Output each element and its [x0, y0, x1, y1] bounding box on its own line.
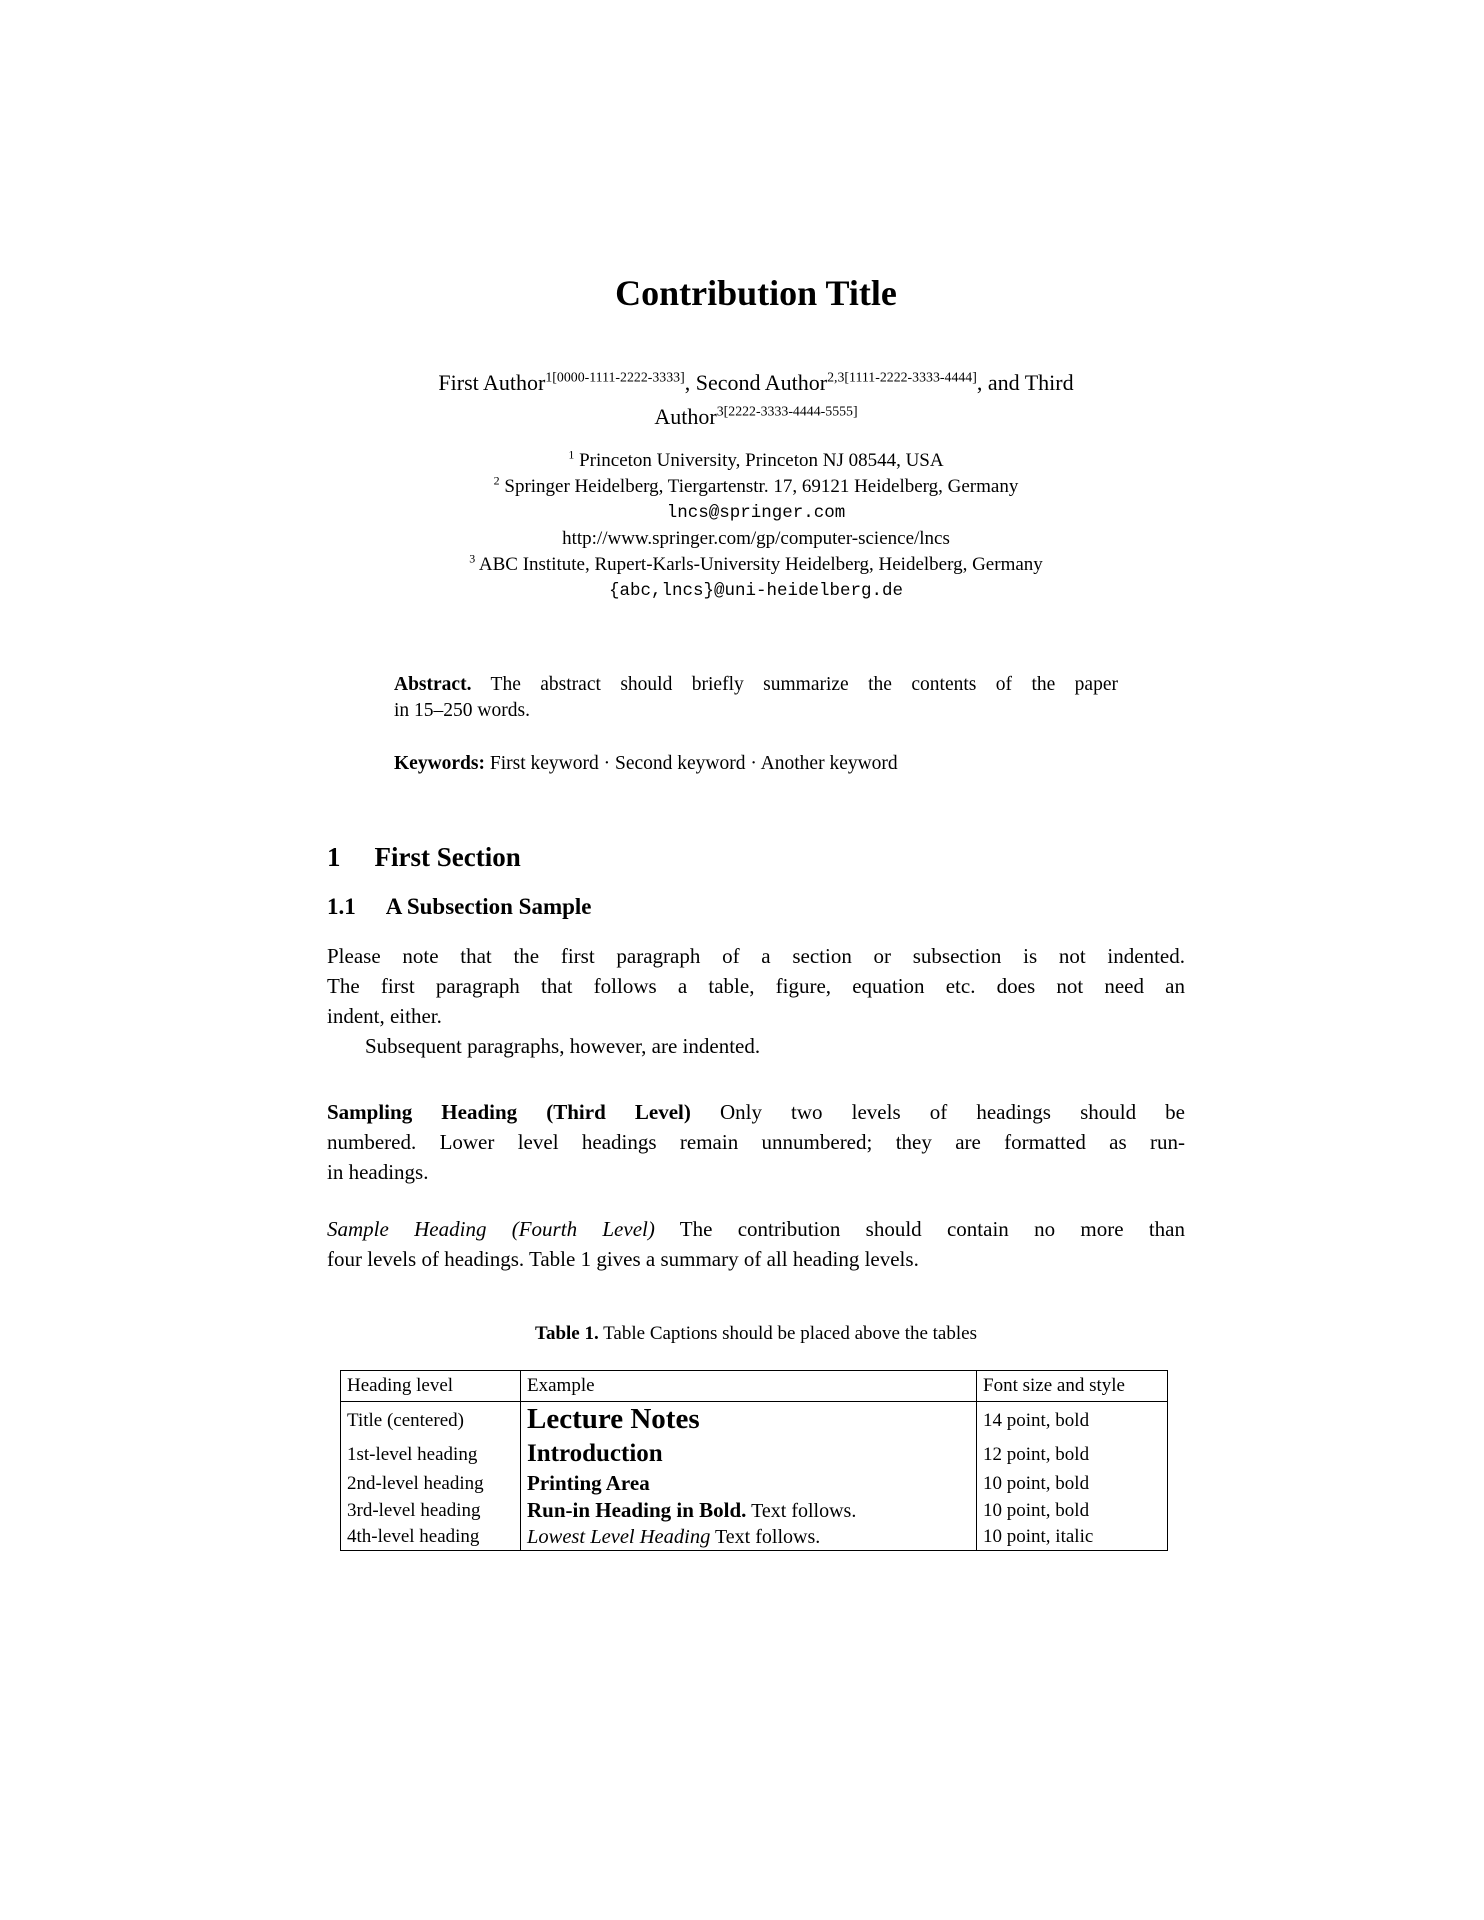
- subsection-1-1-title: A Subsection Sample: [385, 894, 592, 919]
- runin-italic-line-2: four levels of headings. Table 1 gives a summary of all heading levels.: [327, 1247, 919, 1271]
- paragraph-1-line-2: The first paragraph that follows a table, figure, equation etc. does not need an: [327, 974, 1185, 998]
- runin-bold-text: Only two levels of headings should be: [719, 1100, 1186, 1124]
- runin-bold-line-2: numbered. Lower level headings remain unnumbered; they are formatted as run-: [327, 1130, 1185, 1154]
- cell-size: 12 point, bold: [983, 1444, 1090, 1465]
- author-line-1: [327, 366, 1185, 400]
- cell-example: [521, 1524, 977, 1550]
- keywords-block: [327, 751, 1185, 777]
- table-row: [341, 1497, 1167, 1524]
- affiliation-block: [327, 448, 1185, 604]
- author-line-2: [327, 400, 1185, 434]
- runin-bold-paragraph: [327, 1097, 1185, 1187]
- affiliation-2-number: 2: [493, 473, 500, 488]
- abstract-block: [327, 672, 1185, 724]
- cell-level: Title (centered): [341, 1402, 521, 1439]
- column-header-example: Example: [521, 1371, 977, 1402]
- cell-level: 4th-level heading: [341, 1524, 521, 1550]
- keywords-label: Keywords:: [394, 753, 485, 774]
- author-separator-1: ,: [684, 370, 691, 395]
- example-3rd-level-rest: Text follows.: [751, 1500, 857, 1522]
- table-1-caption-label: Table 1.: [535, 1323, 599, 1344]
- affiliation-2: [327, 474, 1185, 500]
- section-1-number: 1: [327, 842, 341, 872]
- heidelberg-email: {abc,lncs}@uni-heidelberg.de: [608, 581, 904, 601]
- abstract-text: The abstract should briefly summarize the contents of the paper: [490, 674, 1118, 695]
- author-2-name: Second Author: [695, 370, 828, 395]
- subsection-1-1-heading: [327, 893, 1185, 921]
- runin-italic-text: The contribution should contain no more than: [679, 1217, 1185, 1241]
- springer-email: lncs@springer.com: [666, 503, 846, 523]
- cell-size: 14 point, bold: [983, 1409, 1090, 1431]
- paragraph-2-indented-line: Subsequent paragraphs, however, are indented.: [365, 1034, 761, 1058]
- affiliation-2-text: Springer Heidelberg, Tiergartenstr. 17, 69121 Heidelberg, Germany: [504, 476, 1019, 497]
- runin-italic-line-1: [327, 1214, 1185, 1244]
- section-1-heading: [327, 840, 1185, 874]
- table-header-row: [341, 1371, 1167, 1402]
- abstract-label: Abstract.: [394, 674, 472, 695]
- affiliation-3: [327, 552, 1185, 578]
- affiliation-1: [327, 448, 1185, 474]
- table-row: [341, 1439, 1167, 1470]
- table-1-caption: [327, 1321, 1185, 1347]
- abstract-line-2: in 15–250 words.: [394, 700, 530, 721]
- cell-example: [521, 1402, 977, 1439]
- fourth-level-heading: Sample Heading (Fourth Level): [327, 1217, 655, 1241]
- example-3rd-level-text: Run-in Heading in Bold.: [527, 1498, 747, 1522]
- lncs-url: http://www.springer.com/gp/computer-science/lncs: [562, 528, 950, 549]
- paragraph-1: [327, 941, 1185, 1061]
- example-title-text: Lecture Notes: [527, 1403, 700, 1435]
- paper-title: Contribution Title: [615, 273, 897, 313]
- abstract-line-1: [394, 672, 1118, 698]
- column-header-font-size: Font size and style: [977, 1371, 1167, 1402]
- example-4th-level-text: Lowest Level Heading: [527, 1526, 711, 1548]
- table-1: [340, 1370, 1168, 1551]
- cell-size: 10 point, bold: [983, 1499, 1090, 1521]
- section-1-title: First Section: [374, 842, 521, 872]
- affiliation-3-text: ABC Institute, Rupert-Karls-University Heidelberg, Heidelberg, Germany: [478, 554, 1043, 575]
- subsection-1-1-number: 1.1: [327, 894, 356, 919]
- affiliation-1-text: Princeton University, Princeton NJ 08544, USA: [579, 450, 944, 471]
- author-3-orcid-superscript: 3[2222-3333-4444-5555]: [716, 403, 858, 419]
- example-1st-level-text: Introduction: [527, 1440, 663, 1467]
- table-row: [341, 1524, 1167, 1550]
- column-header-heading-level: Heading level: [341, 1371, 521, 1402]
- keywords-text: First keyword · Second keyword · Another keyword: [489, 753, 898, 774]
- author-2-orcid-superscript: 2,3[1111-2222-3333-4444]: [827, 369, 977, 385]
- cell-example: [521, 1439, 977, 1470]
- table-row: [341, 1470, 1167, 1497]
- author-1-name: First Author: [438, 370, 546, 395]
- author-block: [327, 366, 1185, 434]
- example-2nd-level-text: Printing Area: [527, 1471, 650, 1495]
- cell-level: 1st-level heading: [341, 1439, 521, 1470]
- runin-italic-paragraph: [327, 1214, 1185, 1274]
- author-1-orcid-superscript: 1[0000-1111-2222-3333]: [545, 369, 685, 385]
- example-4th-level-rest: Text follows.: [714, 1526, 821, 1548]
- text-column: [327, 0, 1185, 1551]
- cell-level: 3rd-level heading: [341, 1497, 521, 1524]
- third-level-heading: Sampling Heading (Third Level): [327, 1100, 691, 1124]
- table-row: [341, 1402, 1167, 1439]
- author-3-name: Author: [654, 404, 717, 429]
- affiliation-3-number: 3: [469, 551, 476, 566]
- table-1-caption-text: Table Captions should be placed above the tables: [603, 1323, 977, 1344]
- author-separator-2: , and Third: [976, 370, 1074, 395]
- cell-size: 10 point, bold: [983, 1472, 1090, 1494]
- paragraph-1-line-1: Please note that the first paragraph of a section or subsection is not indented.: [327, 944, 1185, 968]
- cell-level: 2nd-level heading: [341, 1470, 521, 1497]
- affiliation-1-number: 1: [568, 447, 575, 462]
- cell-example: [521, 1497, 977, 1524]
- cell-example: [521, 1470, 977, 1497]
- runin-bold-line-1: [327, 1097, 1185, 1127]
- paragraph-1-line-3: indent, either.: [327, 1004, 442, 1028]
- cell-size: 10 point, italic: [983, 1526, 1094, 1547]
- runin-bold-line-3: in headings.: [327, 1160, 429, 1184]
